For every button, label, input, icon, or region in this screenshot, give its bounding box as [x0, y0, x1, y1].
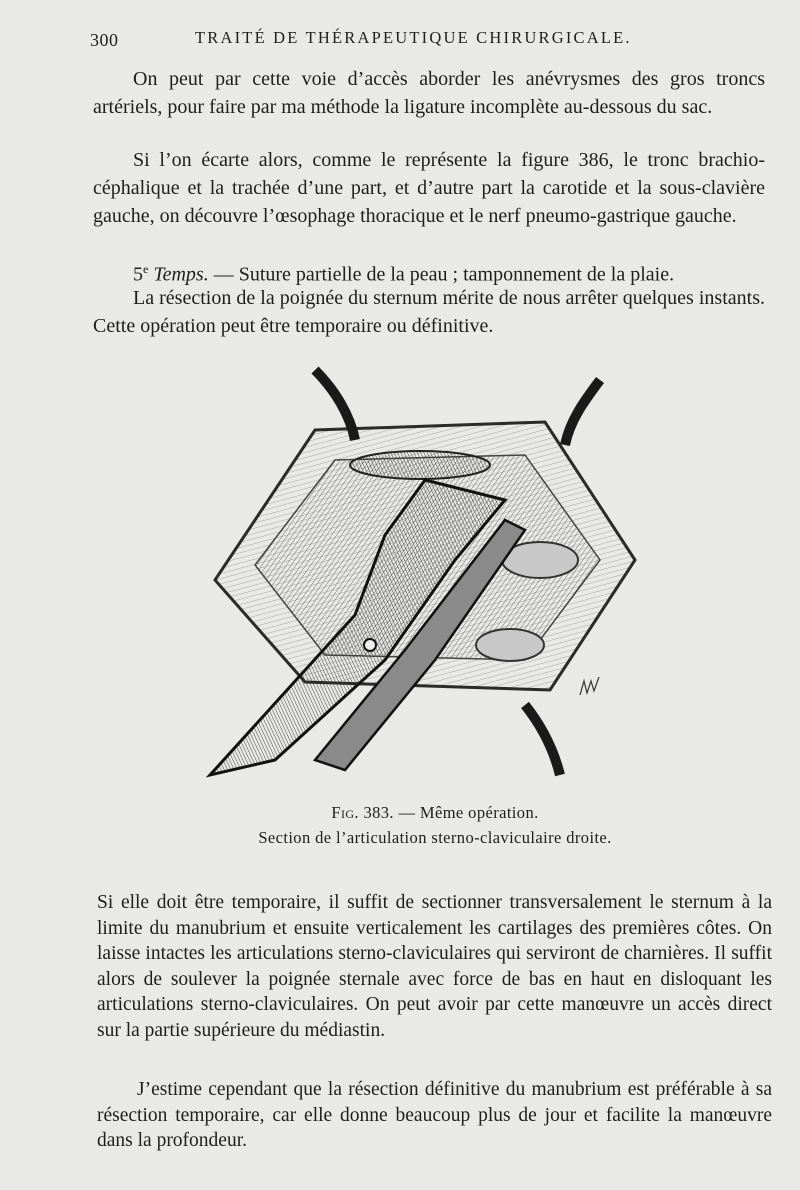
- paragraph: [93, 65, 765, 121]
- paragraph-text: La résection de la poignée du sternum mérite de nous arrêter quelques instants. Cette opération peut être temporaire ou définitive.: [93, 287, 765, 337]
- paragraph-text: On peut par cette voie d’accès aborder les anévrysmes des gros troncs artériels, pour faire par ma méthode la ligature incomplète au-dessous du sac.: [93, 68, 765, 118]
- running-head: TRAITÉ DE THÉRAPEUTIQUE CHIRURGICALE.: [195, 28, 632, 47]
- paragraph: [93, 284, 765, 340]
- step-superscript: e: [143, 262, 149, 276]
- figure-caption-text: 383. — Même opération.: [358, 803, 539, 822]
- figure-caption-title: [200, 803, 670, 823]
- surgical-engraving-image: [205, 360, 665, 790]
- step-label: Temps.: [153, 263, 209, 286]
- figure-illustration: [205, 360, 665, 790]
- figure-label: Fig.: [331, 803, 359, 822]
- page-number: 300: [90, 30, 119, 50]
- paragraph-text: J’estime cependant que la résection définitive du manubrium est préférable à sa résection temporaire, car elle donne beaucoup plus de jour et facilite la manœuvre dans la profondeur.: [97, 1079, 772, 1151]
- paragraph-text: Si elle doit être temporaire, il suffit de sectionner transversalement le sternum à la limite du manubrium et ensuite verticalement les cartilages des premières côtes. On laisse intactes les articulations sterno-claviculaires qui serviront de charnières. Il suffit alors de soulever la poignée sternale avec force de bas en haut en disloquant les articulations sterno-claviculaires. On peut avoir par cette manœuvre un accès direct sur la partie supérieure du médiastin.: [97, 892, 772, 1041]
- paragraph: [93, 146, 765, 230]
- paragraph-text: — Suture partielle de la peau ; tamponnement de la plaie.: [208, 263, 675, 286]
- step-number: 5: [133, 263, 143, 286]
- paragraph: [97, 890, 772, 1043]
- paragraph-text: Si l’on écarte alors, comme le représente la figure 386, le tronc brachio-céphalique et la trachée d’une part, et d’autre part la carotide et la sous-clavière gauche, on découvre l’œsophage thoracique et le nerf pneumo-gastrique gauche.: [93, 149, 765, 227]
- paragraph: [97, 1077, 772, 1154]
- figure-caption-subtitle: Section de l’articulation sterno-claviculaire droite.: [258, 828, 612, 847]
